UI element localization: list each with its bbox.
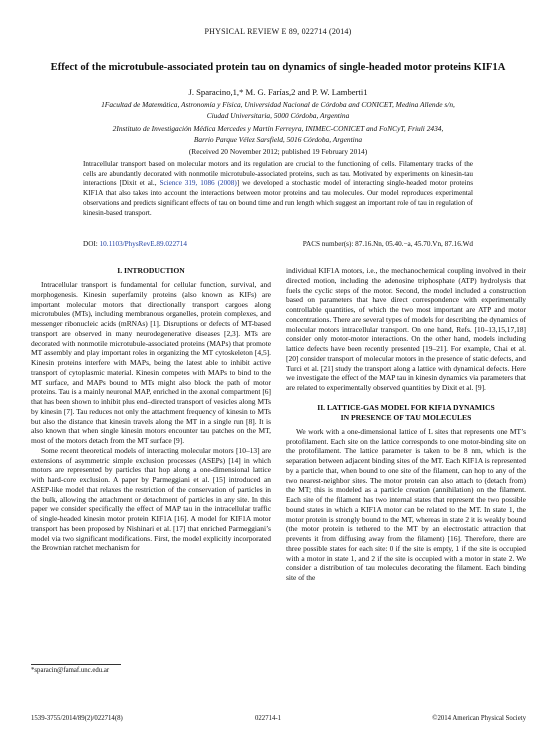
abstract — [83, 160, 473, 218]
doi-link[interactable]: 10.1103/PhysRevE.89.022714 — [99, 240, 187, 248]
footnote-rule — [31, 664, 121, 665]
model-heading-line-1: II. LATTICE-GAS MODEL FOR KIF1A DYNAMICS — [317, 402, 495, 412]
paper-title: Effect of the microtubule-associated protein tau on dynamics of single-headed motor proteins KIF1A — [50, 62, 506, 73]
model-heading-line-2: IN PRESENCE OF TAU MOLECULES — [340, 412, 472, 422]
abstract-text-1: Intracellular transport based on molecular motors and its regulation are crucial to the functioning of cells. Filamentary tracks of the cells are abundantly decorated with nonmotile microtubule-associated proteins, such as tau. Motivated by experiments on kinesin-tau interactions [Dixit et al., — [83, 160, 473, 188]
intro-paragraph-1: Intracellular transport is fundamental for cellular function, survival, and morphogenesis. Kinesin superfamily proteins (also known as KIFs) are important molecular motors that directionally transport cargoes along microtubules (MTs), including membranous organelles, protein complexes, and messenger ribonucleic acids (mRNAs) [1]. Disruptions or defects of MT-based transport are observed in many neurodegenerative diseases [2,3]. MTs are decorated with nonmotile microtubule-associated proteins (MAPs) that promote MT assembly and play important roles in organizing the MT cytoskeleton [4,5]. Kinesin proteins interfere with MAPs, being the latest able to inhibit active transport of cytoplasmic material. Kinesin competes with MAPs to bind to the MT surface, and MAPs bound to MTs might also block the path of motor proteins. Tau is a mainly neuronal MAP, enriched in the axonal compartment [6] that has been shown to inhibit plus end–directed transport of vesicles along MTs by kinesin [7]. Tau reduces not only the attachment frequency of kinesin to MTs but also the distance that kinesin travels along the MT in a single run [8]. It is also known that when single kinesin motors encounter tau patches on the MT, most of the motors detach from the MT surface [9]. — [31, 280, 271, 445]
intro-heading: I. INTRODUCTION — [117, 266, 185, 275]
footer-issn: 1539-3755/2014/89(2)/022714(8) — [31, 715, 123, 722]
affiliation-1: 1Facultad de Matemática, Astronomía y Física, Universidad Nacional de Córdoba and CONICET, Medina Allende s/n, — [101, 100, 455, 109]
abstract-text-2: ] we developed a stochastic model of interacting single-headed motor proteins KIF1A that also takes into account the interactions between motor proteins and tau molecules. Our model reproduces experimental observations and predicts significant effects of tau on bound time and run length which suggest an important role of tau in regulation of kinesin-based transport. — [83, 179, 473, 217]
affiliation-1-cont: Ciudad Universitaria, 5000 Córdoba, Argentina — [206, 111, 350, 120]
author-list: J. Sparacino,1,* M. G. Farías,2 and P. W. Lamberti1 — [188, 87, 368, 97]
intro-paragraph-2: Some recent theoretical models of interacting molecular motors [10–13] are extensions of asymmetric simple exclusion processes (ASEPs) [14] in which motors are represented by particles that hop along a one-dimensional lattice with hard-core exclusion. A paper by Parmeggiani et al. [15] introduced an ASEP-like model that relaxes the restriction of the conservation of particles in the bulk, allowing the attachment or detachment of particles in any site. In this paper we consider specifically the effect of MAP tau in the intracellular traffic of single-headed kinesin motor protein KIF1A [16]. A model for KIF1A motor transport has been proposed by Nishinari et al. [17] that enriched Parmeggiani’s model via two significant modifications. First, the model explicitly incorporated the Brownian ratchet mechanism for — [31, 445, 271, 553]
affiliation-2: 2Instituto de Investigación Médica Mercedes y Martín Ferreyra, INIMEC-CONICET and FoNCyT, Friuli 2434, — [112, 124, 444, 133]
corresponding-email[interactable]: *sparacin@famaf.unc.edu.ar — [31, 667, 110, 674]
pacs-numbers: PACS number(s): 87.16.Nn, 05.40.−a, 45.70.Vn, 87.16.Wd — [302, 240, 473, 248]
received-date: (Received 20 November 2012; published 19 February 2014) — [188, 147, 368, 156]
doi-label: DOI: — [83, 240, 100, 248]
right-column — [286, 266, 526, 583]
model-paragraph-1: We work with a one-dimensional lattice of L sites that represents one MT’s protofilament. Each site on the lattice corresponds to one motor-binding site on the protofilament. The lattice parameter is taken to be 8 nm, which is the separation between adjacent binding sites of the MT. Each KIF1A is represented by a particle that, when bound to one site of the filament, can hop to any of the two nearest-neighbor sites. The motor protein can also attach to (detach from) the MT; this is modeled as a particle creation (annihilation) on the filament. Each site of the filament has two internal states that represent the two possible bound states in which a KIF1A motor can be related to the MT. In state 1, the motor protein is strongly bound to the MT, whereas in state 2 it is weakly bound (the motor protein is tethered to the MT by an electrostatic attraction that prevents it from diffusing away from the filament) [16]. Therefore, there are three possible states for each site: 0 if the site is empty, 1 if the site is occupied with a motor in state 1, and 2 if the site is occupied with a motor in state 2. We consider a distribution of tau molecules decorating the filament. Each binding site of the — [286, 426, 526, 582]
affiliation-2-cont: Barrio Parque Vélez Sarsfield, 5016 Córdoba, Argentina — [193, 135, 363, 144]
footer-page-number: 022714-1 — [255, 715, 282, 722]
doi-pacs-line — [83, 240, 473, 248]
intro-paragraph-3: individual KIF1A motors, i.e., the mechanochemical coupling involved in their directed motion, including the adenosine triphosphate (ATP) hydrolysis that fuels the cyclic steps of the motor. Second, the model included a construction based on parameters that have direct correspondence with experimentally controllable quantities, of which the two most important are ATP and motor concentrations. There are several types of models for describing the dynamics of molecular motors intracellular transport. On one hand, Refs. [10–13,15,17,18] consider only motor-motor interactions. On the other hand, models including lattice defects have been recently presented [19–21]. For example, Chai et al. [20] consider transport of molecular motors in the presence of static defects, and Turci et al. [21] study the transport along a lattice with dynamical defects. Here we investigate the effect of the MAP tau in kinesin dynamics via parameters that are related to experimentally observed quantities by Dixit et al. [9]. — [286, 266, 526, 392]
left-column — [31, 266, 271, 553]
footer-copyright: ©2014 American Physical Society — [432, 715, 526, 722]
journal-header: PHYSICAL REVIEW E 89, 022714 (2014) — [204, 27, 352, 36]
abstract-ref-link[interactable]: Science 319, 1086 (2008) — [159, 179, 237, 188]
